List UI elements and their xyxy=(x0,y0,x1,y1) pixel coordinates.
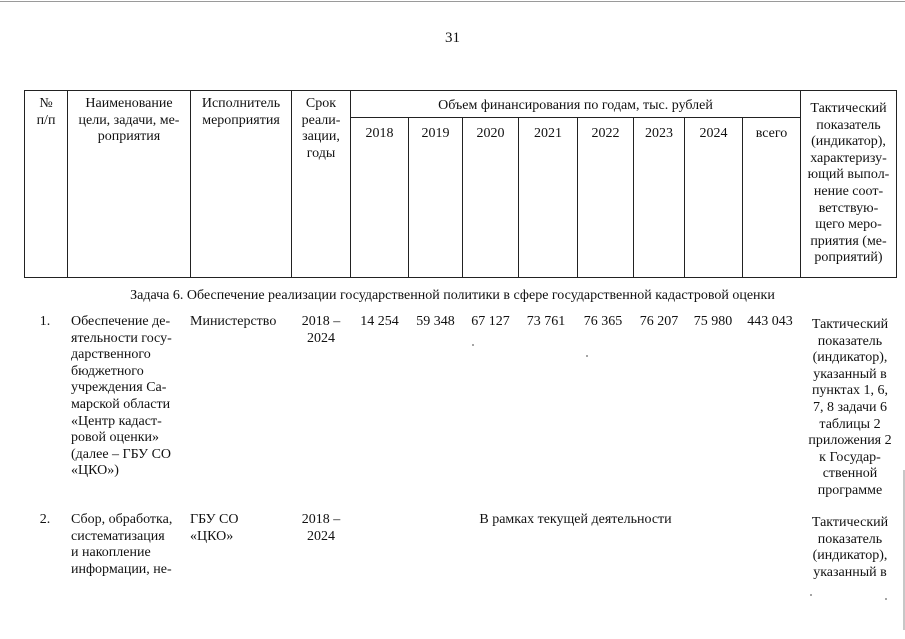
value-total: 443 043 xyxy=(747,314,793,329)
header-year-2023: 2023 xyxy=(645,126,673,141)
value-2021: 73 761 xyxy=(526,314,566,329)
header-year-2019: 2019 xyxy=(421,126,450,141)
header-executor: Исполнитель мероприятия xyxy=(201,96,281,128)
value-2018: 14 254 xyxy=(360,314,399,329)
row-indicator: Тактический показатель (индикатор), указанный в пунктах 1, 6, 7, 8 задачи 6 таблицы 2 приложения 2 к Государ- ственной программе xyxy=(808,317,892,498)
header-bottom-border xyxy=(24,277,897,278)
header-name: Наименование цели, задачи, ме- роприятия xyxy=(78,96,180,145)
value-2020: 67 127 xyxy=(471,314,510,329)
funding-divider xyxy=(350,117,800,118)
header-indicator: Тактический показатель (индикатор), характеризу- ющий выпол- нение соот- ветствую- щего меро- приятия (ме- роприятий) xyxy=(807,101,890,266)
row-term: 2018 – 2024 xyxy=(301,314,341,346)
header-term: Срок реали- зации, годы xyxy=(301,96,341,161)
header-total: всего xyxy=(755,126,788,141)
row-num: 2. xyxy=(39,512,51,527)
task-title: Задача 6. Обеспечение реализации государственной политики в сфере государственной кадастровой оценки xyxy=(130,288,775,303)
row-name: Сбор, обработка, систематизация и накопление информации, не- xyxy=(71,512,173,577)
scan-speck xyxy=(885,598,887,600)
row-executor: Министерство xyxy=(190,314,277,329)
page-number: 31 xyxy=(445,30,460,46)
scan-speck xyxy=(472,344,474,346)
header-funding: Объем финансирования по годам, тыс. рублей xyxy=(438,98,713,113)
header-year-2020: 2020 xyxy=(476,126,505,141)
header-num: № п/п xyxy=(36,96,56,128)
row-name: Обеспечение де- ятельности госу- дарственного бюджетного учреждения Са- марской области «Центр кадаст- ровой оценки» (далее – ГБУ СО «ЦКО») xyxy=(71,314,172,479)
scan-speck xyxy=(810,594,812,596)
header-top-border xyxy=(24,90,897,91)
funding-span-text: В рамках текущей деятельности xyxy=(479,512,672,527)
header-year-2018: 2018 xyxy=(365,126,394,141)
header-year-2024: 2024 xyxy=(699,126,728,141)
value-2024: 75 980 xyxy=(693,314,733,329)
header-year-2021: 2021 xyxy=(534,126,562,141)
scan-speck xyxy=(586,355,588,357)
header-year-2022: 2022 xyxy=(591,126,620,141)
row-indicator: Тактический показатель (индикатор), указанный в xyxy=(811,515,889,580)
row-num: 1. xyxy=(39,314,51,329)
scan-top-edge xyxy=(0,0,905,3)
value-2019: 59 348 xyxy=(416,314,455,329)
col-border xyxy=(896,90,897,278)
row-term: 2018 – 2024 xyxy=(301,512,341,544)
row-executor: ГБУ СО «ЦКО» xyxy=(190,512,239,544)
value-2022: 76 365 xyxy=(583,314,623,329)
value-2023: 76 207 xyxy=(639,314,679,329)
col-border xyxy=(350,90,351,278)
